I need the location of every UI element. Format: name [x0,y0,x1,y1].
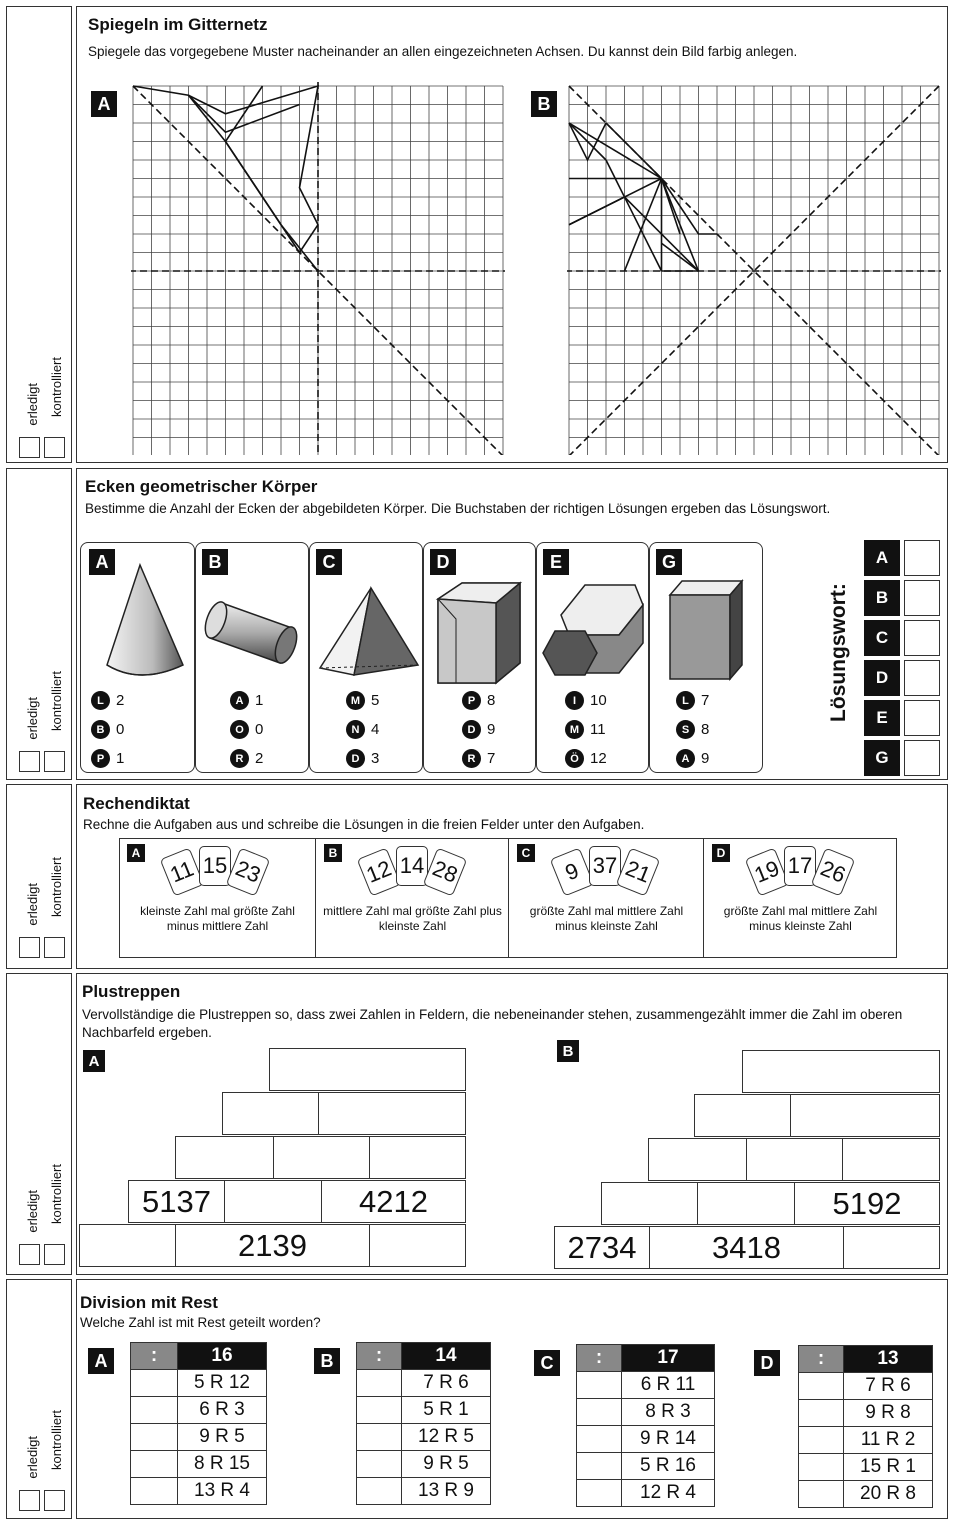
status-sidebar-2 [6,468,72,780]
answer-cell[interactable] [577,1453,622,1480]
number-card: 23 [226,847,271,896]
result-cell: 9 R 14 [622,1426,715,1453]
solution-row-e [864,700,940,736]
body-label: E [543,549,569,575]
checked-label: kontrolliert [49,357,64,417]
status-sidebar-3 [6,784,72,969]
solution-input[interactable] [904,540,940,576]
checked-checkbox[interactable] [44,437,65,458]
task-label: D [712,844,730,862]
option-3[interactable]: P 1 [91,749,124,768]
option-2[interactable]: B 0 [91,720,124,739]
stair-b-brick[interactable] [742,1050,940,1093]
result-cell: 5 R 1 [402,1397,491,1424]
number-card: 14 [396,846,428,886]
checked-checkbox[interactable] [44,751,65,772]
result-cell: 7 R 6 [844,1373,933,1400]
body-card-b [195,542,309,773]
operator-cell: : [577,1345,622,1372]
result-cell: 6 R 3 [178,1397,267,1424]
section-mirror-grid [76,6,948,463]
mirror-grid-b[interactable] [567,81,941,455]
done-checkbox[interactable] [19,937,40,958]
stair-a-brick[interactable] [224,1180,322,1223]
task-label: A [127,844,145,862]
solution-row-g [864,740,940,776]
stair-b-brick[interactable] [843,1226,940,1269]
result-cell: 5 R 16 [622,1453,715,1480]
number-card: 17 [784,846,816,886]
task-description: größte Zahl mal mittlere Zahl minus kleinste Zahl [529,904,684,933]
result-cell: 11 R 2 [844,1427,933,1454]
checked-label: kontrolliert [49,857,64,917]
body-label: D [430,549,456,575]
option-3[interactable]: D 3 [346,749,379,768]
option-2[interactable]: D 9 [462,720,495,739]
stair-b-brick[interactable] [842,1138,940,1181]
answer-cell[interactable] [131,1370,178,1397]
number-card: 12 [357,847,402,896]
done-checkbox[interactable] [19,437,40,458]
number-card: 9 [550,847,595,896]
body-label: G [656,549,682,575]
done-label: erledigt [25,1190,40,1233]
result-cell: 9 R 8 [844,1400,933,1427]
solution-input[interactable] [904,620,940,656]
division-table-b [356,1342,491,1505]
checked-checkbox[interactable] [44,1244,65,1265]
stair-a-brick[interactable] [79,1224,176,1267]
task-b[interactable] [316,838,509,958]
pyramid-shape [316,583,421,678]
grid-a-badge: A [91,91,117,117]
hexagonal-prism-shape [539,573,649,683]
section-title: Spiegeln im Gitternetz [88,15,268,34]
body-card-c [309,542,423,773]
option-2[interactable]: M 11 [565,720,606,739]
cuboid-shape [666,577,746,683]
stair-a-brick[interactable] [175,1136,274,1179]
stair-b-brick[interactable] [697,1182,795,1225]
answer-cell[interactable] [577,1426,622,1453]
result-cell: 12 R 4 [622,1480,715,1507]
stair-a-brick-given: 2139 [175,1224,370,1267]
checked-label: kontrolliert [49,1164,64,1224]
option-2[interactable]: N 4 [346,720,379,739]
answer-cell[interactable] [131,1424,178,1451]
answer-cell[interactable] [799,1454,844,1481]
checked-label: kontrolliert [49,1410,64,1470]
option-3[interactable]: A 9 [676,749,709,768]
section-instruction: Spiegele das vorgegebene Muster nacheinander an allen eingezeichneten Achsen. Du kannst dein Bild farbig anlegen. [88,44,798,59]
divisor-cell: 14 [402,1343,491,1370]
option-3[interactable]: R 2 [230,749,263,768]
table-c-badge: C [534,1350,560,1376]
section-instruction: Welche Zahl ist mit Rest geteilt worden? [80,1315,321,1330]
stair-b-brick[interactable] [601,1182,698,1225]
number-card: 11 [160,847,205,896]
solution-letter: A [864,540,900,576]
solution-row-d [864,660,940,696]
checked-label: kontrolliert [49,671,64,731]
answer-cell[interactable] [799,1400,844,1427]
stair-a-brick[interactable] [222,1092,319,1135]
stair-a-brick-given: 5137 [128,1180,225,1223]
pentagonal-prism-shape [432,579,532,689]
solution-row-b [864,580,940,616]
operator-cell: : [357,1343,402,1370]
body-card-d [423,542,536,773]
task-description: mittlere Zahl mal größte Zahl plus kleinste Zahl [323,904,502,933]
done-label: erledigt [25,1436,40,1479]
stair-b-brick-given: 2734 [554,1226,650,1269]
table-b-badge: B [314,1348,340,1374]
solution-row-c [864,620,940,656]
result-cell: 8 R 3 [622,1399,715,1426]
option-1[interactable]: I 10 [565,691,607,710]
stair-a-brick[interactable] [369,1224,466,1267]
status-sidebar-4 [6,973,72,1275]
stair-b-badge: B [557,1040,579,1062]
result-cell: 20 R 8 [844,1481,933,1508]
operator-cell: : [131,1343,178,1370]
stair-b-brick-given: 5192 [794,1182,940,1225]
cylinder-shape [202,583,307,673]
stair-a-brick-given: 4212 [321,1180,466,1223]
task-a[interactable] [119,838,316,958]
option-1[interactable]: M 5 [346,691,379,710]
divisor-cell: 16 [178,1343,267,1370]
answer-cell[interactable] [357,1451,402,1478]
done-checkbox[interactable] [19,751,40,772]
status-sidebar-1 [6,6,72,463]
solution-word-label: Lösungswort: [827,583,850,722]
section-instruction: Vervollständige die Plustreppen so, dass zwei Zahlen in Feldern, die nebeneinander stehen, zusammengezählt immer die Zahl im oberen Nachbarfeld ergeben. [82,1007,903,1040]
option-2[interactable]: S 8 [676,720,709,739]
done-label: erledigt [25,697,40,740]
solution-letter: D [864,660,900,696]
answer-cell[interactable] [357,1424,402,1451]
body-label: B [202,549,228,575]
result-cell: 15 R 1 [844,1454,933,1481]
stair-b-brick-given: 3418 [649,1226,844,1269]
task-d[interactable] [704,838,897,958]
answer-cell[interactable] [357,1397,402,1424]
option-1[interactable]: L 2 [91,691,124,710]
divisor-cell: 17 [622,1345,715,1372]
answer-cell[interactable] [577,1399,622,1426]
task-c[interactable] [509,838,704,958]
body-label: C [316,549,342,575]
stair-b-brick[interactable] [648,1138,747,1181]
result-cell: 13 R 4 [178,1478,267,1505]
option-1[interactable]: L 7 [676,691,709,710]
body-label: A [89,549,115,575]
number-card: 21 [616,847,661,896]
cone-shape [95,555,185,685]
solution-input[interactable] [904,580,940,616]
number-card: 19 [745,847,790,896]
answer-cell[interactable] [577,1480,622,1507]
answer-cell[interactable] [799,1481,844,1508]
answer-cell[interactable] [799,1427,844,1454]
result-cell: 8 R 15 [178,1451,267,1478]
task-description: kleinste Zahl mal größte Zahl minus mittlere Zahl [140,904,295,933]
result-cell: 5 R 12 [178,1370,267,1397]
division-table-a [130,1342,267,1505]
result-cell: 12 R 5 [402,1424,491,1451]
done-label: erledigt [25,883,40,926]
done-checkbox[interactable] [19,1490,40,1511]
done-checkbox[interactable] [19,1244,40,1265]
body-card-e [536,542,649,773]
stair-b-brick[interactable] [790,1094,940,1137]
solution-input[interactable] [904,700,940,736]
result-cell: 6 R 11 [622,1372,715,1399]
stair-b-brick[interactable] [746,1138,843,1181]
option-2[interactable]: O 0 [230,720,263,739]
answer-cell[interactable] [131,1397,178,1424]
answer-cell[interactable] [131,1451,178,1478]
section-instruction: Bestimme die Anzahl der Ecken der abgebildeten Körper. Die Buchstaben der richtigen Lösungen ergeben das Lösungswort. [85,501,831,516]
body-card-a [80,542,195,773]
option-3[interactable]: R 7 [462,749,495,768]
table-d-badge: D [754,1350,780,1376]
answer-cell[interactable] [131,1478,178,1505]
option-1[interactable]: P 8 [462,691,495,710]
number-card: 15 [199,846,231,886]
section-title: Division mit Rest [80,1293,218,1312]
task-label: B [324,844,342,862]
solution-input[interactable] [904,660,940,696]
result-cell: 9 R 5 [178,1424,267,1451]
task-description: größte Zahl mal mittlere Zahl minus kleinste Zahl [723,904,878,933]
solution-row-a [864,540,940,576]
result-cell: 13 R 9 [402,1478,491,1505]
divisor-cell: 13 [844,1346,933,1373]
number-card: 26 [811,847,856,896]
stair-a-brick[interactable] [318,1092,466,1135]
answer-cell[interactable] [799,1373,844,1400]
checked-checkbox[interactable] [44,937,65,958]
number-card: 37 [589,846,621,886]
section-instruction: Rechne die Aufgaben aus und schreibe die Lösungen in die freien Felder unter den Aufgaben. [83,817,645,832]
solution-letter: C [864,620,900,656]
result-cell: 9 R 5 [402,1451,491,1478]
grid-b-badge: B [531,91,557,117]
number-card: 28 [423,847,468,896]
mirror-grid-a[interactable] [131,81,505,455]
table-a-badge: A [88,1348,114,1374]
answer-cell[interactable] [357,1478,402,1505]
body-card-g [649,542,763,773]
solution-letter: G [864,740,900,776]
section-title: Plustreppen [82,982,181,1001]
option-1[interactable]: A 1 [230,691,263,710]
division-table-d [798,1345,933,1508]
stair-a-brick[interactable] [269,1048,466,1091]
solution-letter: B [864,580,900,616]
answer-cell[interactable] [577,1372,622,1399]
checked-checkbox[interactable] [44,1490,65,1511]
answer-cell[interactable] [357,1370,402,1397]
stair-a-badge: A [83,1050,105,1072]
stair-a-brick[interactable] [273,1136,370,1179]
stair-a-brick[interactable] [369,1136,466,1179]
operator-cell: : [799,1346,844,1373]
option-3[interactable]: Ö 12 [565,749,607,768]
stair-b-brick[interactable] [694,1094,791,1137]
division-table-c [576,1344,715,1507]
task-label: C [517,844,535,862]
section-title: Ecken geometrischer Körper [85,477,318,496]
status-sidebar-5 [6,1279,72,1519]
section-title: Rechendiktat [83,794,190,813]
solution-letter: E [864,700,900,736]
solution-input[interactable] [904,740,940,776]
done-label: erledigt [25,383,40,426]
result-cell: 7 R 6 [402,1370,491,1397]
